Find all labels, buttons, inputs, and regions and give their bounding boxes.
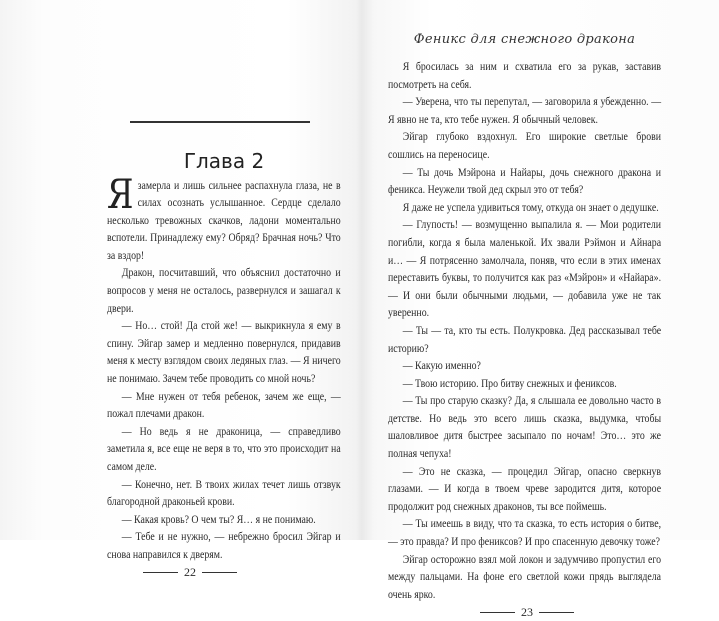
paragraph (107, 171, 341, 265)
chapter-title: Глава 2 (183, 148, 265, 173)
page-number-left (143, 564, 237, 582)
paragraph: — Ты дочь Мэйрона и Найары, дочь снежного дракона и феникса. Неужели твой дед скрыл это от тебя? (388, 164, 662, 197)
paragraph: — Глупость! — возмущенно выпалила я. — Мои родители погибли, когда я была маленькой. Их звали Рэймон и Айнара и… — Я потрясенно замолчала, поняв, что если в этих именах переставить буквы, то получится как раз «Мэйрон» и «Найара». — И они были обычными людьми, — добавила уже не так уверенно. (388, 217, 662, 320)
left-text-wrap (107, 171, 341, 564)
paragraph: — Но ведь я не драконица, — справедливо заметила я, все еще не веря в то, что это происходит на самом деле. (107, 423, 341, 473)
paragraph: Дракон, посчитавший, что объяснил достаточно и вопросов у меня не осталось, развернулся и зашагал к двери. (107, 265, 341, 315)
left-column (107, 112, 341, 582)
left-body-text (107, 171, 341, 564)
paragraph: — Ты имеешь в виду, что та сказка, то есть история о битве, — это правда? И про фениксов? И про спасенную девочку тоже? (388, 516, 662, 549)
page-number-rule (539, 612, 574, 613)
paragraph: Я бросилась за ним и схватила его за рукав, заставив посмотреть на себя. (388, 59, 662, 91)
paragraph: Эйгар осторожно взял мой локон и задумчиво пропустил его между пальцами. На фоне его светлой кожи прядь выглядела очень ярко. (388, 551, 662, 601)
page-number: 22 (184, 565, 196, 580)
chapter-rule (130, 121, 310, 123)
right-column (388, 30, 661, 621)
paragraph: — Ты про старую сказку? Да, я слышала ее довольно часто в детстве. Но ведь это всего лишь сказка, выдумка, чтобы шаловливое дитя быстрее засыпало по ночам! Это… это же полная чепуха! (388, 393, 662, 461)
paragraph: Эйгар глубоко вздохнул. Его широкие светлые брови сошлись на переносице. (388, 129, 662, 161)
left-page (0, 0, 362, 580)
paragraph: Я даже не успела удивиться тому, откуда он знает о дедушке. (402, 199, 659, 214)
page-number: 23 (521, 604, 533, 619)
paragraph: — Конечно, нет. В твоих жилах течет лишь отзвук благородной драконьей крови. (107, 476, 341, 509)
paragraph: — Какая кровь? О чем ты? Я… я не понимаю. (121, 511, 316, 526)
running-header: Феникс для снежного дракона (413, 32, 636, 47)
drop-cap: Я (107, 171, 134, 218)
page-number-rule (202, 572, 237, 573)
right-body-text (388, 58, 661, 603)
paragraph: — Ты — та, кто ты есть. Полукровка. Дед рассказывал тебе историю? (388, 322, 662, 355)
page-number-right (480, 603, 574, 621)
page-number-rule (480, 612, 515, 613)
page-number-rule (143, 572, 178, 573)
paragraph: — Какую именно? (402, 358, 481, 373)
right-text-wrap (388, 58, 661, 603)
paragraph: — Это не сказка, — процедил Эйгар, опасно сверкнув глазами. — И когда в твоем чреве зародится дитя, которое продолжит род снежных драконов, ты все поймешь. (388, 463, 662, 513)
paragraph: — Тебе и не нужно, — небрежно бросил Эйгар и снова направился к дверям. (107, 529, 341, 561)
paragraph: — Но… стой! Да стой же! — выкрикнула я ему в спину. Эйгар замер и медленно повернулся, придавив меня к месту взглядом своих ледяных глаз. — Я ничего не понимаю. Зачем тебе проводить со мной ночь? (107, 318, 341, 386)
paragraph-text: замерла и лишь сильнее распахнула глаза, не в силах осознать услышанное. Сердце сделало несколько тревожных скачков, ладони моментально вспотели. Принадлежу ему? Обряд? Брачная ночь? Что за вздор! (107, 177, 341, 262)
right-page (362, 0, 719, 619)
paragraph: — Твою историю. Про битву снежных и фениксов. (402, 375, 617, 390)
paragraph: — Мне нужен от тебя ребенок, зачем же еще, — пожал плечами дракон. (107, 388, 341, 421)
paragraph: — Уверена, что ты перепутал, — заговорила я убежденно. — Я явно не та, кто тебе нужен. Я обычный человек. (388, 94, 662, 126)
